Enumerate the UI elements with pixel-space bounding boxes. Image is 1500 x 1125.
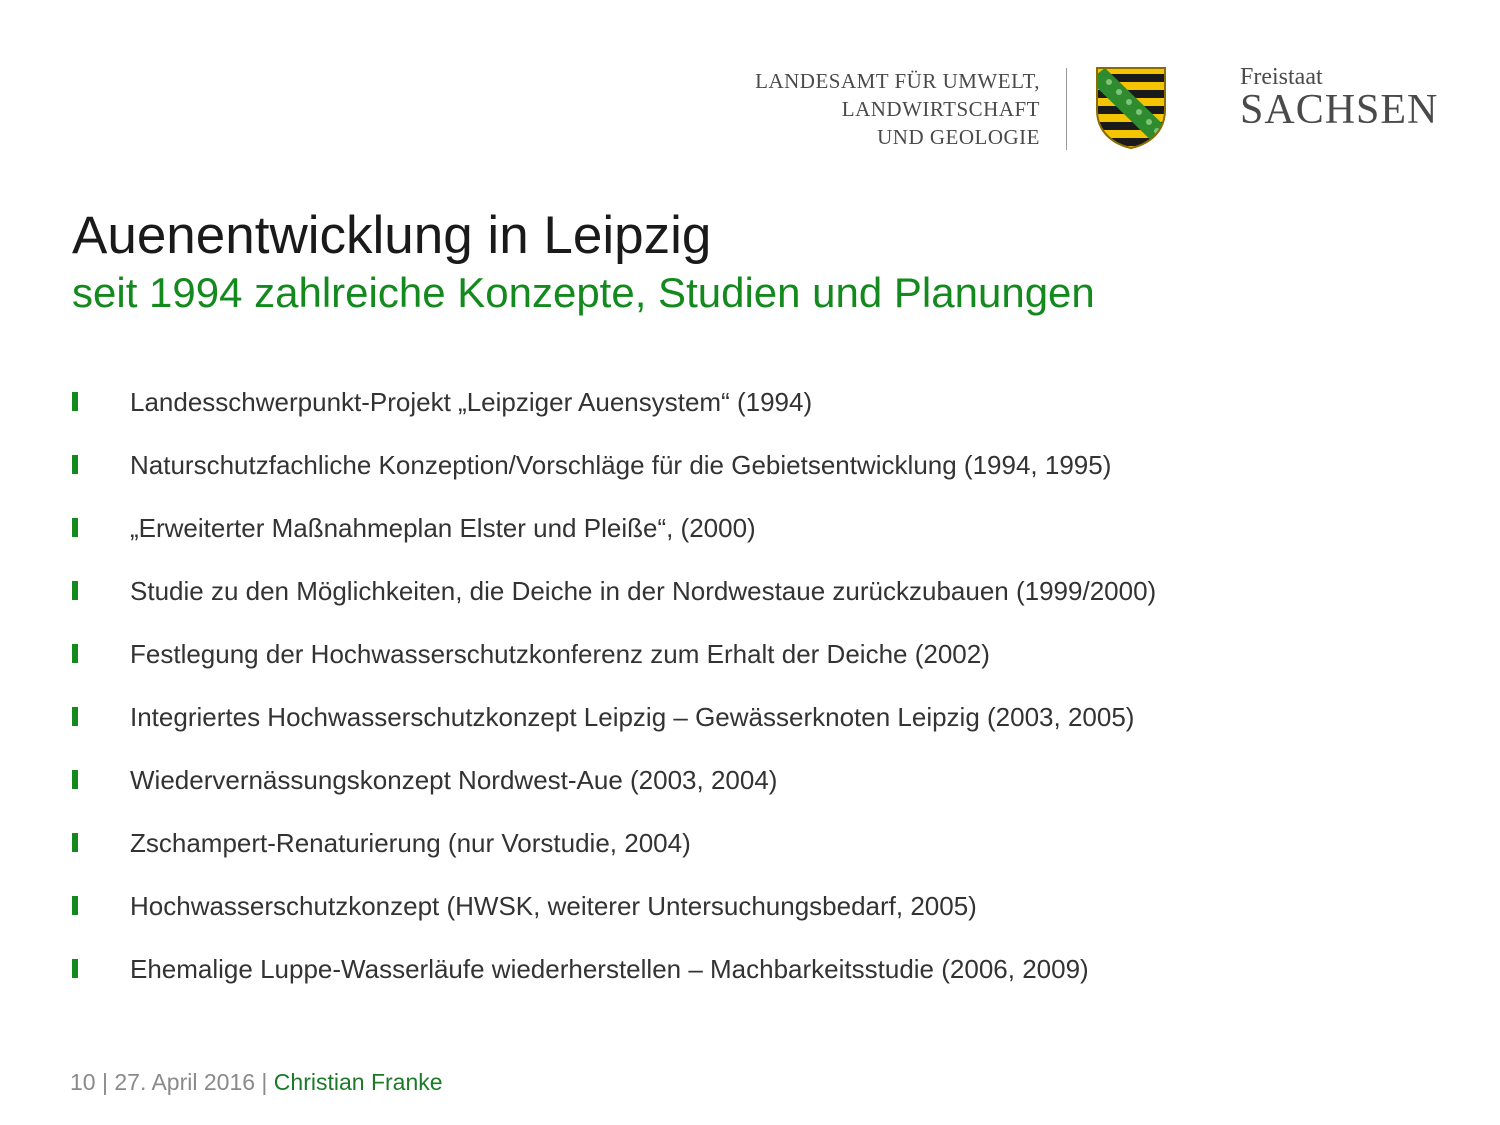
footer-date: 27. April 2016 bbox=[114, 1069, 256, 1095]
bullet-marker bbox=[72, 455, 78, 474]
bullet-marker bbox=[72, 959, 78, 978]
bullet-marker bbox=[72, 518, 78, 537]
slide-title: Auenentwicklung in Leipzig bbox=[72, 206, 712, 265]
agency-name-line-2: LANDWIRTSCHAFT bbox=[841, 97, 1040, 121]
state-name-small: Freistaat bbox=[1240, 64, 1323, 90]
saxony-coat-of-arms-icon bbox=[1095, 66, 1167, 150]
bullet-text: Ehemalige Luppe-Wasserläufe wiederherstellen – Machbarkeitsstudie (2006, 2009) bbox=[130, 954, 1089, 984]
footer-author: Christian Franke bbox=[273, 1069, 443, 1095]
agency-name bbox=[755, 67, 1040, 151]
slide-subtitle: seit 1994 zahlreiche Konzepte, Studien und Planungen bbox=[72, 269, 1095, 316]
bullet-text: Hochwasserschutzkonzept (HWSK, weiterer Untersuchungsbedarf, 2005) bbox=[130, 891, 977, 921]
bullet-text: Wiedervernässungskonzept Nordwest-Aue (2003, 2004) bbox=[130, 765, 778, 795]
agency-name-line-1: LANDESAMT FÜR UMWELT, bbox=[755, 69, 1040, 93]
footer bbox=[70, 1068, 443, 1096]
state-name bbox=[1240, 64, 1439, 133]
bullet-text: „Erweiterter Maßnahmeplan Elster und Pleiße“, (2000) bbox=[130, 513, 756, 543]
bullet-text: Festlegung der Hochwasserschutzkonferenz zum Erhalt der Deiche (2002) bbox=[130, 639, 990, 669]
bullet-marker bbox=[72, 707, 78, 726]
state-name-big: SACHSEN bbox=[1240, 87, 1439, 133]
footer-separator: | bbox=[95, 1069, 115, 1095]
bullet-marker bbox=[72, 644, 78, 663]
bullet-text: Landesschwerpunkt-Projekt „Leipziger Auensystem“ (1994) bbox=[130, 387, 813, 417]
bullet-marker bbox=[72, 581, 78, 600]
bullet-marker bbox=[72, 833, 78, 852]
bullet-text: Integriertes Hochwasserschutzkonzept Leipzig – Gewässerknoten Leipzig (2003, 2005) bbox=[130, 702, 1135, 732]
bullet-text: Naturschutzfachliche Konzeption/Vorschläge für die Gebietsentwicklung (1994, 1995) bbox=[130, 450, 1112, 480]
footer-page-number: 10 bbox=[70, 1069, 96, 1095]
bullet-marker bbox=[72, 392, 78, 411]
bullet-marker bbox=[72, 896, 78, 915]
header-logo bbox=[755, 62, 1439, 154]
bullet-marker bbox=[72, 770, 78, 789]
logo-divider bbox=[1066, 68, 1067, 150]
agency-name-line-3: UND GEOLOGIE bbox=[877, 125, 1040, 149]
footer-separator: | bbox=[255, 1069, 274, 1095]
bullet-text: Zschampert-Renaturierung (nur Vorstudie, 2004) bbox=[130, 828, 691, 858]
bullet-text: Studie zu den Möglichkeiten, die Deiche in der Nordwestaue zurückzubauen (1999/2000) bbox=[130, 576, 1157, 606]
